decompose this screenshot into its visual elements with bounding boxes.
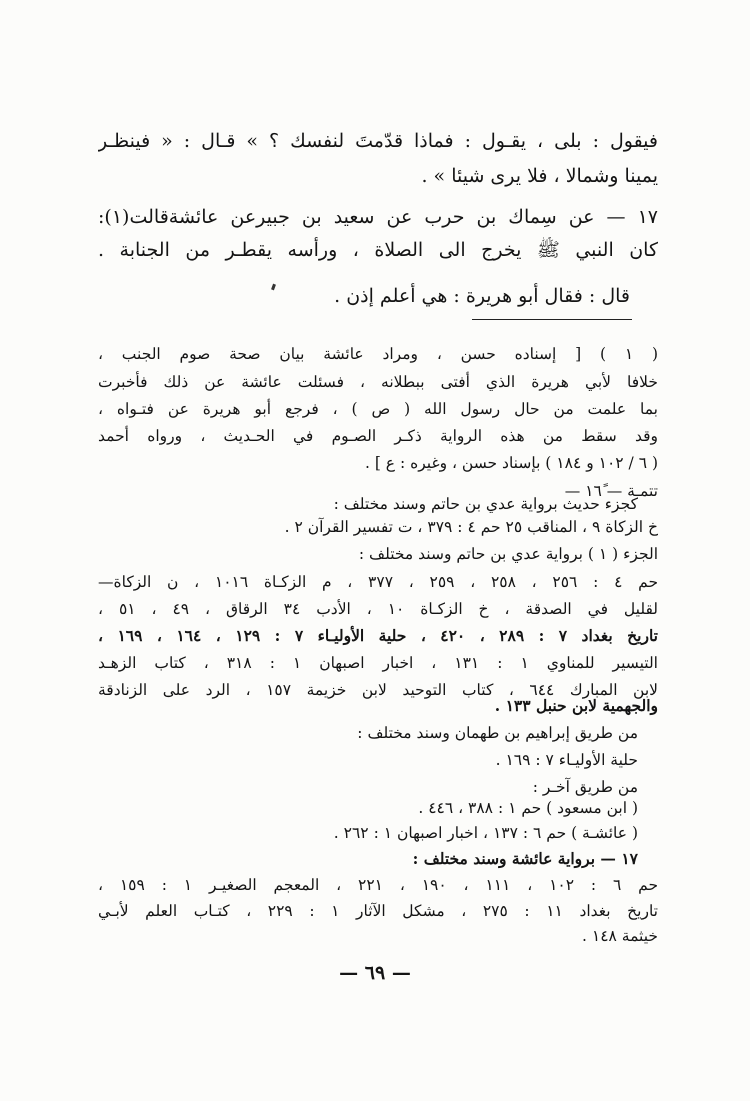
main-text-line-4: كان النبي ﷺ يخرج الى الصلاة ، ورأسه يقطـر من الجنابة . xyxy=(98,239,658,261)
supplement-line-13: ( ابن مسعود ) حم ١ : ٣٨٨ ، ٤٤٦ . xyxy=(418,799,638,817)
supplement-line-4: حم ٤ : ٢٥٦ ، ٢٥٨ ، ٢٥٩ ، ٣٧٧ ، م الزكـاة ١٠١٦ ، ن الزكاة— xyxy=(98,573,658,591)
supplement-line-18: خيثمة ١٤٨ . xyxy=(582,927,658,945)
supplement-line-16: حم ٦ : ١٠٢ ، ١١١ ، ١٩٠ ، ٢٢١ ، المعجم الصغيـر ١ : ١٥٩ ، xyxy=(98,876,658,894)
main-text-line-1: فيقول : بلى ، يقـول : فماذا قدّمتَ لنفسك ؟ » قـال : « فينظـر xyxy=(98,130,658,152)
supplement-line-7: التيسير للمناوي ١ : ١٣١ ، اخبار اصبهان ١ : ٣١٨ ، كتاب الزهـد xyxy=(98,654,658,672)
supplement-heading: تتمـة — ١٦ً — xyxy=(564,482,658,500)
main-text-line-2: يمينا وشمالا ، فلا يرى شيئا » . xyxy=(421,165,658,187)
supplement-line-6: تاريخ بغداد ٧ : ٢٨٩ ، ٤٢٠ ، حلية الأوليـاء ٧ : ١٢٩ ، ١٦٤ ، ١٦٩ ، xyxy=(98,626,658,645)
supplement-line-15: ١٧ً — برواية عائشة وسند مختلف : xyxy=(412,849,638,868)
supplement-line-8: لابن المبارك ٦٤٤ ، كتاب التوحيد لابن خزيمة ١٥٧ ، الرد على الزنادقة xyxy=(98,681,658,699)
supplement-line-5: لقليل في الصدقة ، خ الزكـاة ١٠ ، الأدب ٣٤ الرقاق ، ٤٩ ، ٥١ ، xyxy=(98,600,658,618)
footnote-line-2: خلافا لأبي هريرة الذي أفتى ببطلانه ، فسئلت عائشة عن ذلك فأخبرت xyxy=(98,373,658,391)
main-text-line-5: قال : فقال أبو هريرة : هي أعلم إذن . xyxy=(334,285,630,307)
footnote-line-1: ( ١ ) [ إسناده حسن ، ومراد عائشة بيان صحة صوم الجنب ، xyxy=(98,345,658,363)
footnote-separator xyxy=(472,319,632,320)
supplement-line-2: خ الزكاة ٩ ، المناقب ٢٥ حم ٤ : ٣٧٩ ، ت تفسير القرآن ٢ . xyxy=(284,518,658,536)
supplement-line-11: حلية الأوليـاء ٧ : ١٦٩ . xyxy=(495,751,638,769)
footnote-line-4: وقد سقط من هذه الرواية ذكـر الصـوم في الحـديث ، ورواه أحمد xyxy=(98,427,658,445)
page-number: — ٦٩ — xyxy=(339,962,411,984)
supplement-line-14: ( عائشـة ) حم ٦ : ١٣٧ ، اخبار اصبهان ١ : ٢٦٢ . xyxy=(333,824,638,842)
supplement-line-9: والجهمية لابن حنبل ١٣٣ . xyxy=(494,696,658,715)
footnote-line-3: بما علمت من حال رسول الله ( ص ) ، فرجع أبو هريرة عن فتـواه ، xyxy=(98,400,658,418)
supplement-line-3: الجزء ( ١ ) برواية عدي بن حاتم وسند مختلف : xyxy=(358,545,658,563)
footnote-line-5: ( ٦ / ١٠٢ و ١٨٤ ) بإسناد حسن ، وغيره : ع ] . xyxy=(364,454,658,472)
supplement-line-12: من طريق آخـر : xyxy=(532,778,638,796)
supplement-line-10: من طريق إبراهيم بن طهمان وسند مختلف : xyxy=(357,724,638,742)
supplement-line-17: تاريخ بغداد ١١ : ٢٧٥ ، مشكل الآثار ١ : ٢٢٩ ، كتـاب العلم لأبـي xyxy=(98,902,658,920)
supplement-line-1: كجزء حديث برواية عدي بن حاتم وسند مختلف : xyxy=(333,495,638,513)
hadith-17-heading: ١٧ً — عن سِماك بن حرب عن سعيد بن جبيرعن عائشةقالت(١): xyxy=(98,206,658,228)
stray-mark xyxy=(271,284,276,291)
